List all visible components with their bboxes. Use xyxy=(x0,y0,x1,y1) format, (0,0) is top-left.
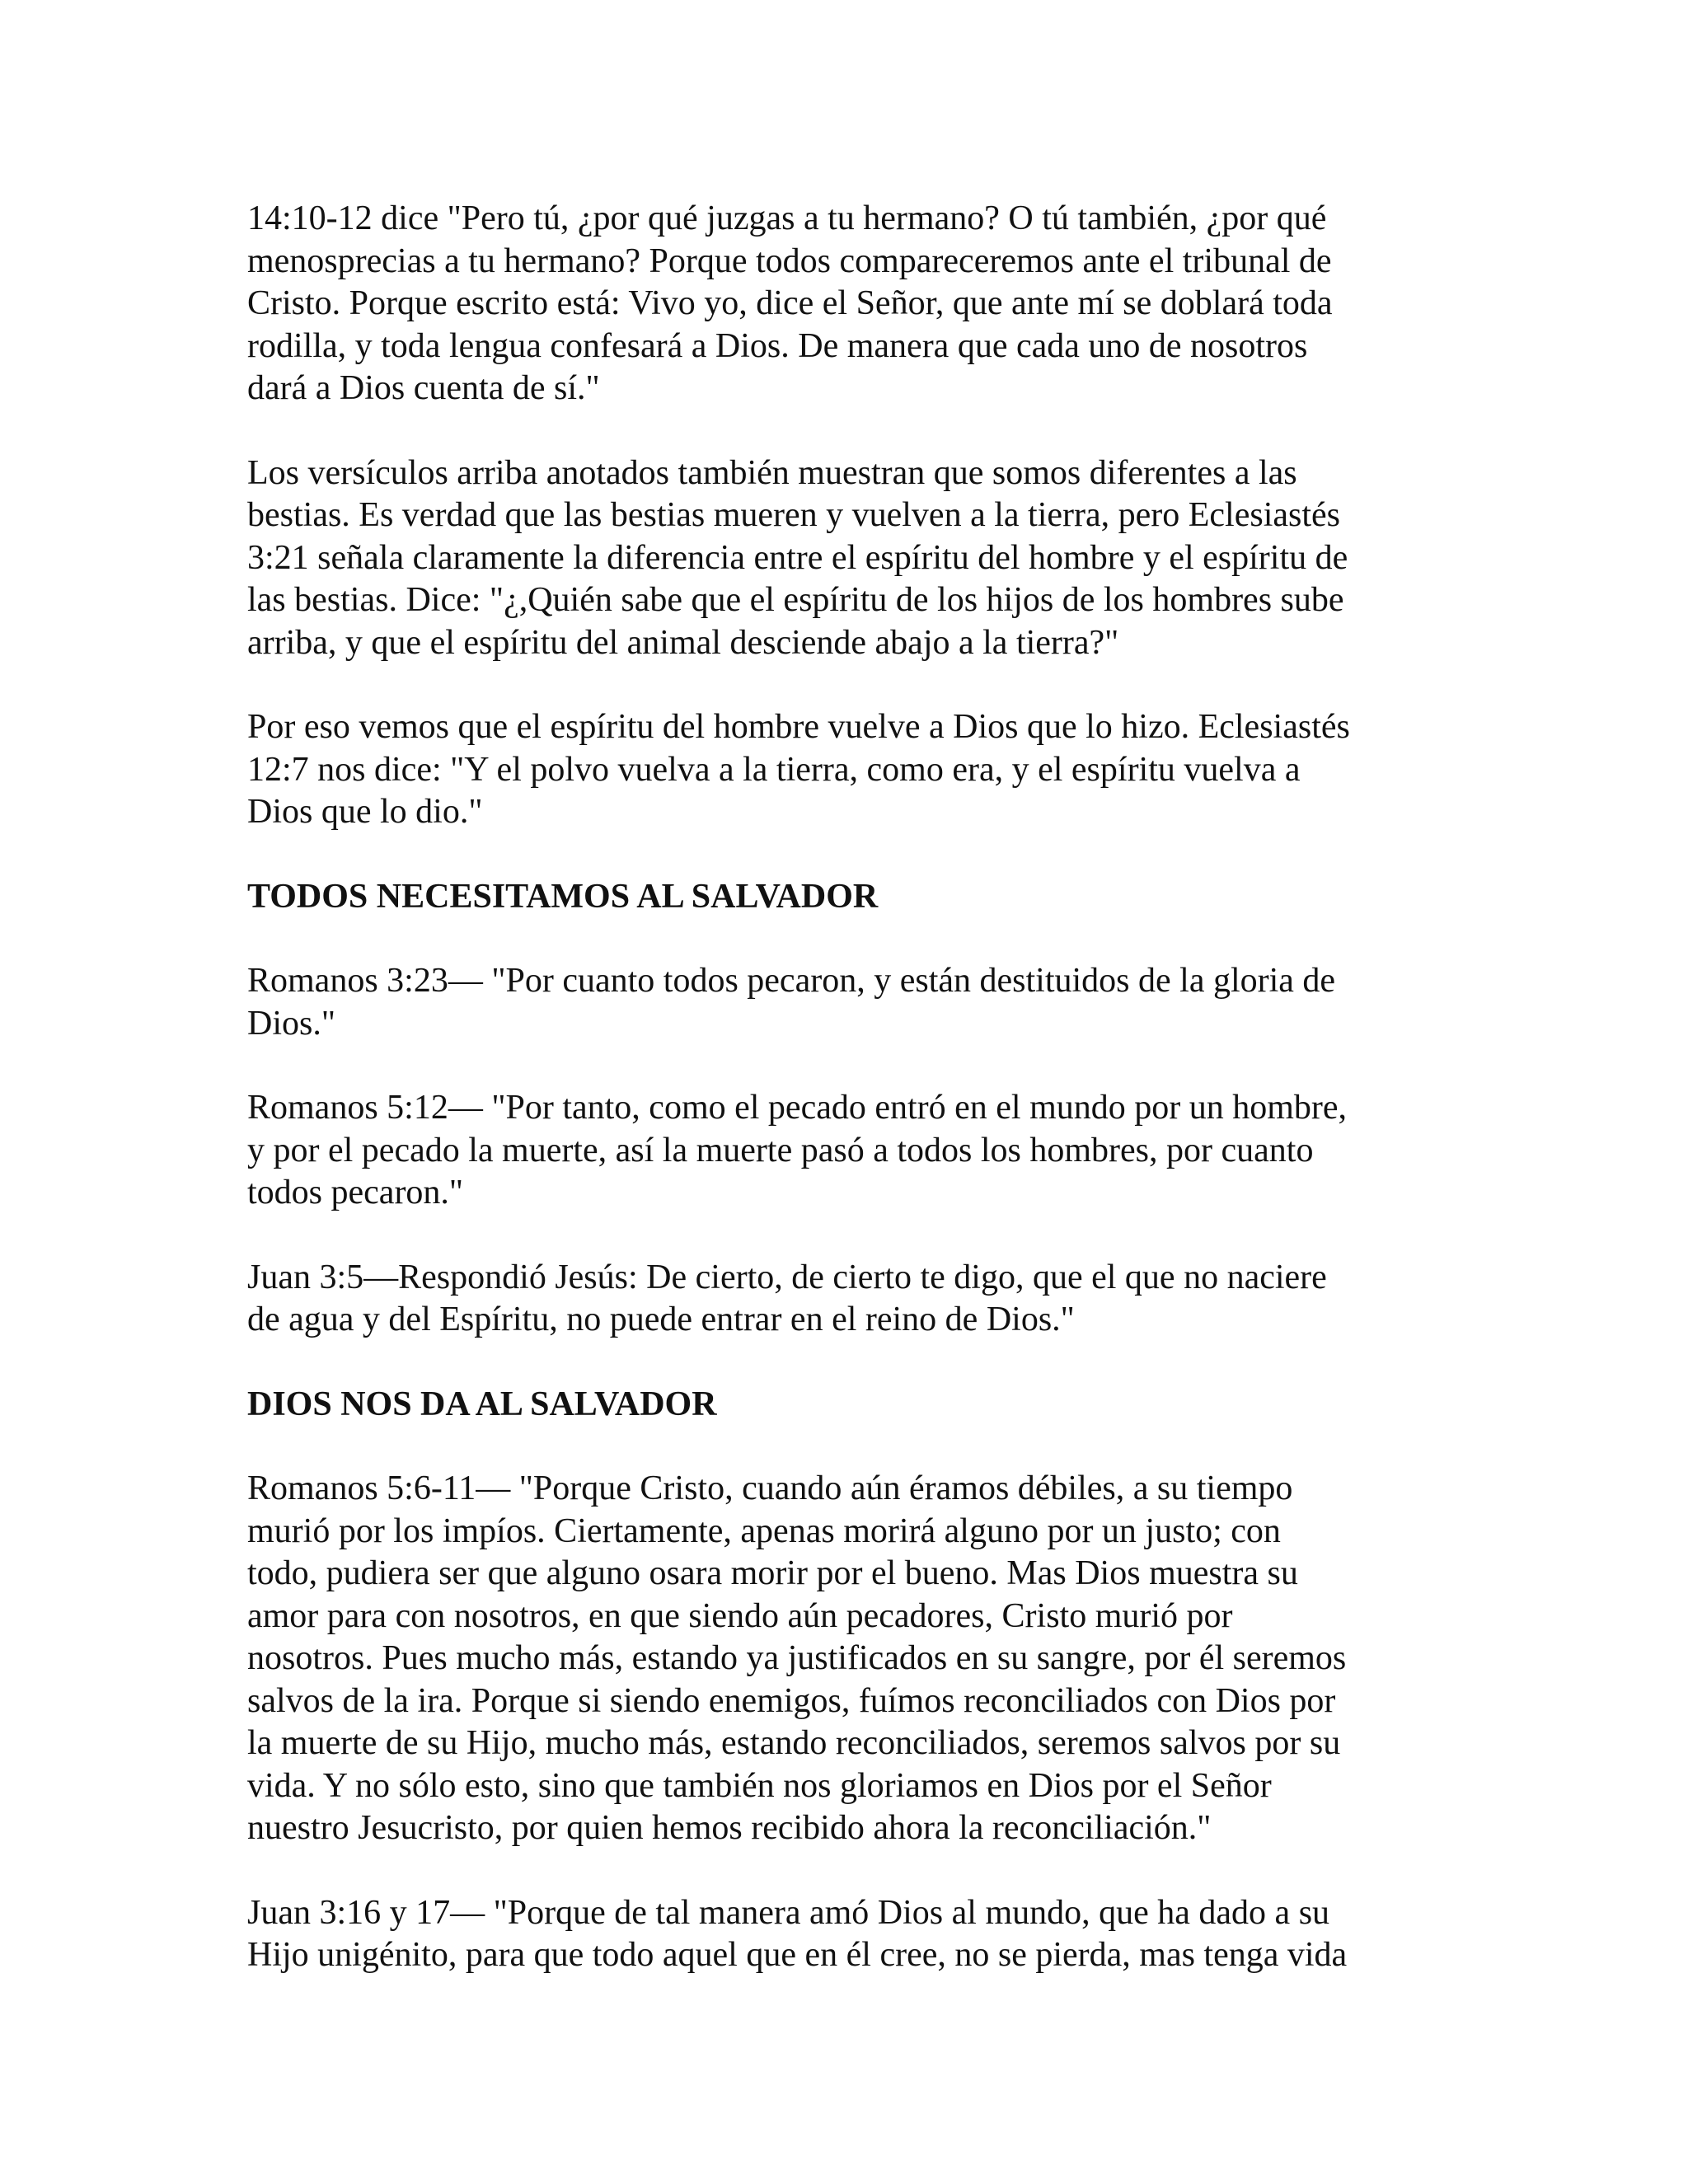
paragraph-bestias: Los versículos arriba anotados también muestran que somos diferentes a las bestias. Es verdad que las bestias mueren y vuelven a la tierra, pero Eclesiastés 3:21 señala claramente la diferencia entre el espíritu del hombre y el espíritu de las bestias. Dice: "¿,Quién sabe que el espíritu de los hijos de los hombres sube arriba, y que el espíritu del animal desciende abajo a la tierra?" xyxy=(247,453,1348,662)
paragraph-juan-3-16: Juan 3:16 y 17— "Porque de tal manera amó Dios al mundo, que ha dado a su Hijo unigénito, para que todo aquel que en él cree, no se pierda, mas tenga vida xyxy=(247,1893,1348,1974)
paragraph-romanos-5-12: Romanos 5:12— "Por tanto, como el pecado entró en el mundo por un hombre, y por el pecado la muerte, así la muerte pasó a todos los hombres, por cuanto todos pecaron." xyxy=(247,1089,1348,1212)
paragraph-romanos-3-23: Romanos 3:23— "Por cuanto todos pecaron, y están destituidos de la gloria de Dios." xyxy=(247,962,1336,1043)
paragraph-eclesiastes: Por eso vemos que el espíritu del hombre vuelve a Dios que lo hizo. Eclesiastés 12:7 nos dice: "Y el polvo vuelva a la tierra, como era, y el espíritu vuelva a Dios que lo dio." xyxy=(247,708,1350,831)
paragraph-juan-3-5: Juan 3:5—Respondió Jesús: De cierto, de cierto te digo, que el que no naciere de agua y del Espíritu, no puede entrar en el reino de Dios." xyxy=(247,1258,1327,1338)
heading-todos-necesitamos: TODOS NECESITAMOS AL SALVADOR xyxy=(247,877,879,916)
heading-dios-nos-da: DIOS NOS DA AL SALVADOR xyxy=(247,1385,717,1423)
paragraph-romanos-5-6-11: Romanos 5:6-11— "Porque Cristo, cuando aún éramos débiles, a su tiempo murió por los impíos. Ciertamente, apenas morirá alguno por un justo; con todo, pudiera ser que alguno osara morir por el bueno. Mas Dios muestra su amor para con nosotros, en que siendo aún pecadores, Cristo murió por nosotros. Pues mucho más, estando ya justificados en su sangre, por él seremos salvos de la ira. Porque si siendo enemigos, fuímos reconciliados con Dios por la muerte de su Hijo, mucho más, estando reconciliados, seremos salvos por su vida. Y no sólo esto, sino que también nos gloriamos en Dios por el Señor nuestro Jesucristo, por quien hemos recibido ahora la reconciliación." xyxy=(247,1469,1347,1847)
paragraph-romanos-14: 14:10-12 dice "Pero tú, ¿por qué juzgas a tu hermano? O tú también, ¿por qué menosprecias a tu hermano? Porque todos compareceremos ante el tribunal de Cristo. Porque escrito está: Vivo yo, dice el Señor, que ante mí se doblará toda rodilla, y toda lengua confesará a Dios. De manera que cada uno de nosotros dará a Dios cuenta de sí." xyxy=(247,199,1333,407)
document-page xyxy=(247,198,1451,2019)
